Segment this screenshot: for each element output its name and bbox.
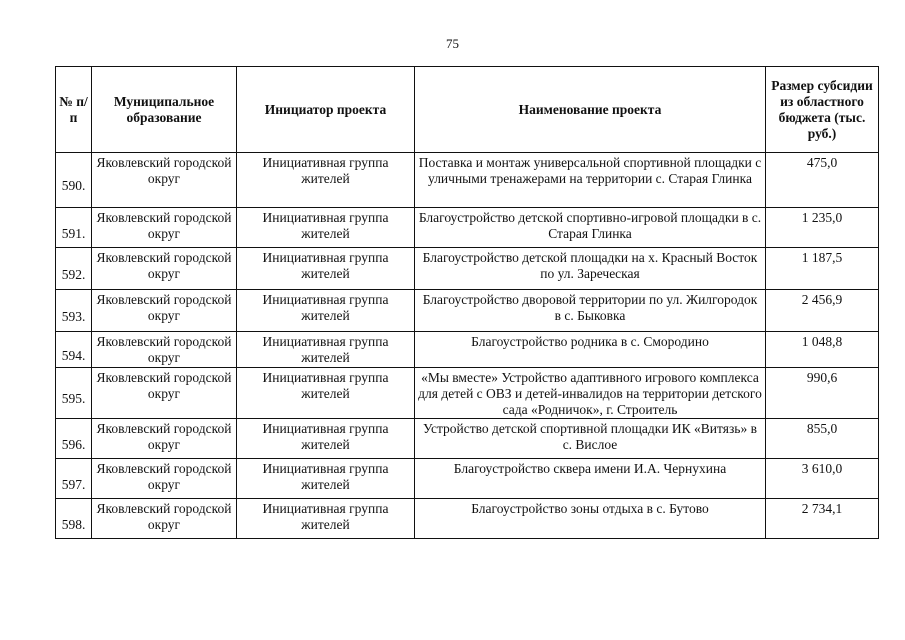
- table-row: [56, 419, 879, 459]
- row-municipality: Яковлевский городской округ: [92, 290, 237, 332]
- table-row: [56, 248, 879, 290]
- row-municipality: Яковлевский городской округ: [92, 248, 237, 290]
- header-subsidy: Размер субсидии из областного бюджета (тыс. руб.): [766, 67, 879, 153]
- row-initiator: Инициативная группа жителей: [237, 153, 415, 208]
- row-initiator: Инициативная группа жителей: [237, 459, 415, 499]
- table-row: [56, 459, 879, 499]
- row-subsidy: 3 610,0: [766, 459, 879, 499]
- row-initiator: Инициативная группа жителей: [237, 499, 415, 539]
- row-initiator: Инициативная группа жителей: [237, 290, 415, 332]
- table-row: [56, 208, 879, 248]
- table-row: [56, 153, 879, 208]
- row-subsidy: 2 734,1: [766, 499, 879, 539]
- row-project: Благоустройство дворовой территории по ул. Жилгородок в с. Быковка: [415, 290, 766, 332]
- table-row: [56, 499, 879, 539]
- page-number: 75: [446, 36, 459, 51]
- row-project: Поставка и монтаж универсальной спортивной площадки с уличными тренажерами на территории с. Старая Глинка: [415, 153, 766, 208]
- row-initiator: Инициативная группа жителей: [237, 208, 415, 248]
- row-project: Благоустройство детской спортивно-игровой площадки в с. Старая Глинка: [415, 208, 766, 248]
- row-municipality: Яковлевский городской округ: [92, 499, 237, 539]
- header-municipality: Муниципальное образование: [92, 67, 237, 153]
- header-num: № п/п: [56, 67, 92, 153]
- header-project: Наименование проекта: [415, 67, 766, 153]
- table-row: [56, 332, 879, 368]
- row-municipality: Яковлевский городской округ: [92, 419, 237, 459]
- row-municipality: Яковлевский городской округ: [92, 368, 237, 419]
- row-number: 598.: [56, 499, 92, 539]
- row-subsidy: 1 235,0: [766, 208, 879, 248]
- row-number: 595.: [56, 368, 92, 419]
- row-project: Благоустройство детской площадки на х. Красный Восток по ул. Заречеcкая: [415, 248, 766, 290]
- row-project: «Мы вместе» Устройство адаптивного игрового комплекса для детей с ОВЗ и детей-инвалидов на территории детского сада «Родничок», г. Строитель: [415, 368, 766, 419]
- row-project: Благоустройство родника в с. Смородино: [415, 332, 766, 368]
- row-subsidy: 1 187,5: [766, 248, 879, 290]
- table-body: [56, 153, 879, 539]
- row-municipality: Яковлевский городской округ: [92, 153, 237, 208]
- table-header: [56, 67, 879, 153]
- row-number: 594.: [56, 332, 92, 368]
- row-subsidy: 2 456,9: [766, 290, 879, 332]
- subsidy-table: [55, 66, 879, 539]
- row-number: 597.: [56, 459, 92, 499]
- row-initiator: Инициативная группа жителей: [237, 248, 415, 290]
- row-subsidy: 475,0: [766, 153, 879, 208]
- header-initiator: Инициатор проекта: [237, 67, 415, 153]
- row-municipality: Яковлевский городской округ: [92, 459, 237, 499]
- row-initiator: Инициативная группа жителей: [237, 332, 415, 368]
- row-project: Благоустройство сквера имени И.А. Чернухина: [415, 459, 766, 499]
- row-number: 592.: [56, 248, 92, 290]
- row-number: 591.: [56, 208, 92, 248]
- row-municipality: Яковлевский городской округ: [92, 208, 237, 248]
- row-subsidy: 855,0: [766, 419, 879, 459]
- row-number: 590.: [56, 153, 92, 208]
- row-number: 596.: [56, 419, 92, 459]
- table-row: [56, 368, 879, 419]
- row-subsidy: 990,6: [766, 368, 879, 419]
- row-initiator: Инициативная группа жителей: [237, 419, 415, 459]
- table-row: [56, 290, 879, 332]
- row-subsidy: 1 048,8: [766, 332, 879, 368]
- row-project: Благоустройство зоны отдыха в с. Бутово: [415, 499, 766, 539]
- row-number: 593.: [56, 290, 92, 332]
- row-municipality: Яковлевский городской округ: [92, 332, 237, 368]
- row-initiator: Инициативная группа жителей: [237, 368, 415, 419]
- row-project: Устройство детской спортивной площадки ИК «Витязь» в с. Вислое: [415, 419, 766, 459]
- header-row: [56, 67, 879, 153]
